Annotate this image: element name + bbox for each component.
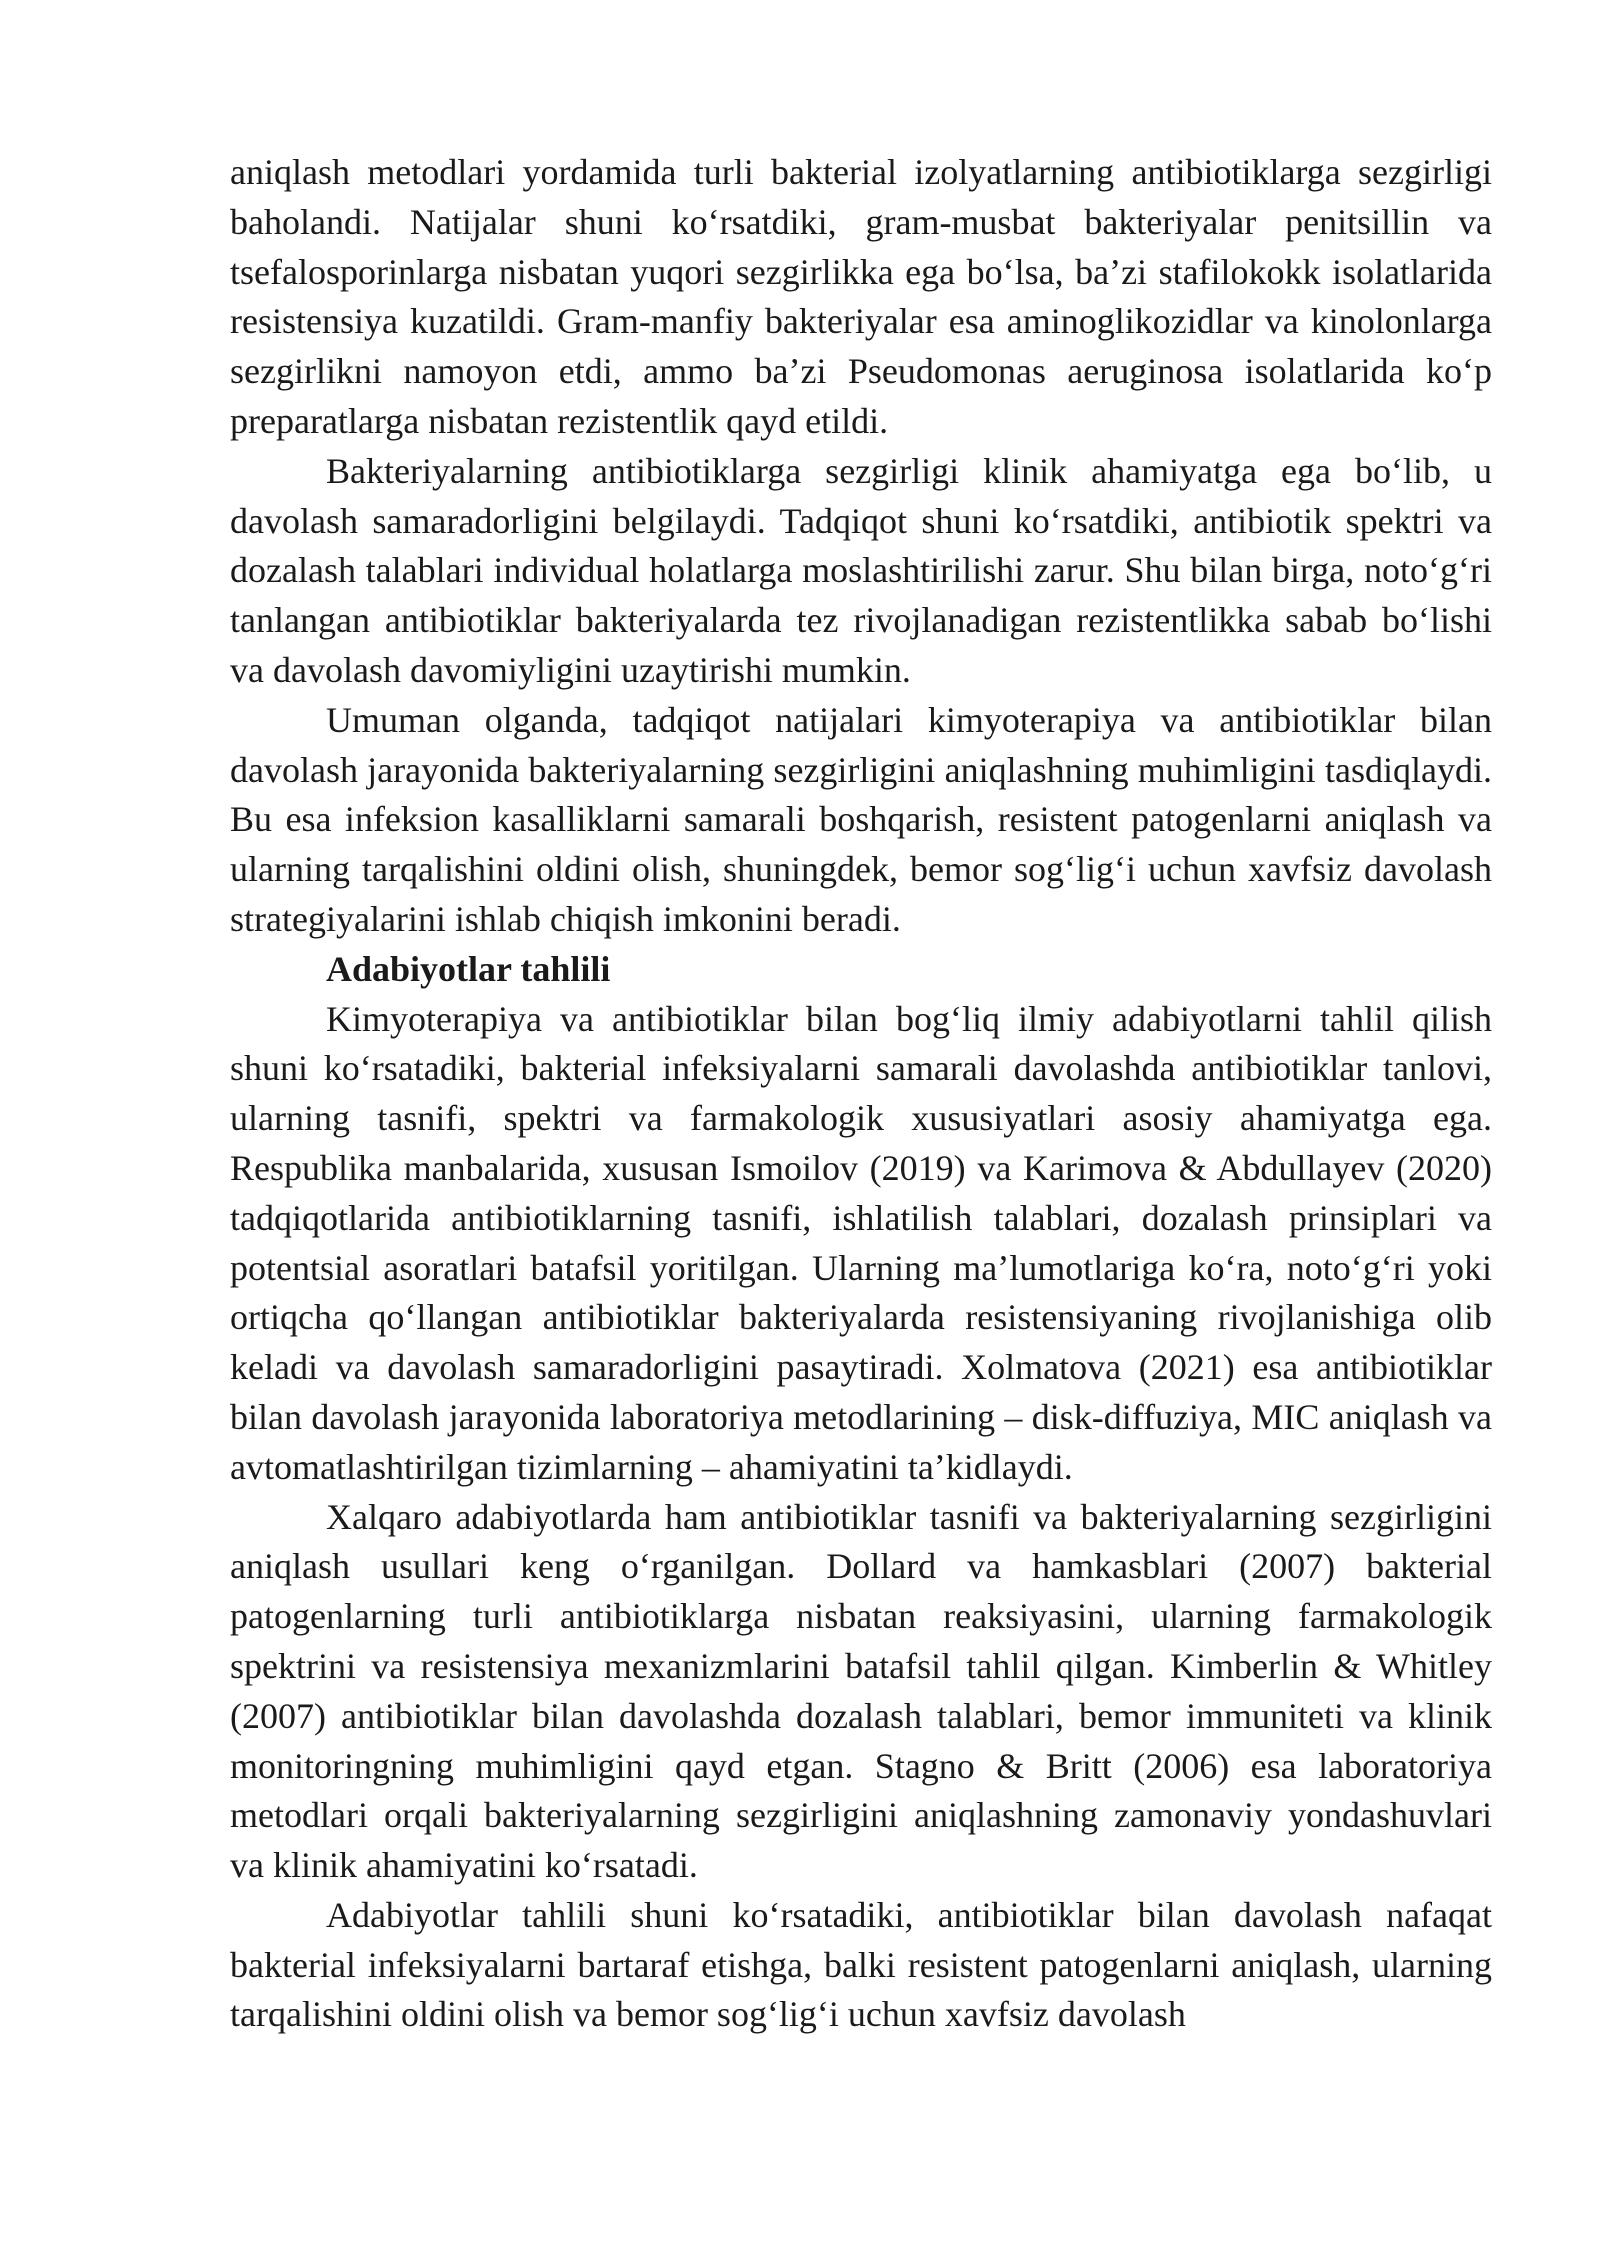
section-heading: Adabiyotlar tahlili bbox=[326, 948, 611, 989]
body-paragraph: Umuman olganda, tadqiqot natijalari kimyoterapiya va antibiotiklar bilan davolash jarayonida bakteriyalarning sezgirligini aniqlashning muhimligini tasdiqlaydi. Bu esa infeksion kasalliklarni samarali boshqarish, resistent patogenlarni aniqlash va ularning tarqalishini oldini olish, shuningdek, bemor sogʻligʻi uchun xavfsiz davolash strategiyalarini ishlab chiqish imkonini beradi. bbox=[230, 699, 1492, 939]
body-paragraph: Adabiyotlar tahlili shuni koʻrsatadiki, antibiotiklar bilan davolash nafaqat bakterial infeksiyalarni bartaraf etishga, balki resistent patogenlarni aniqlash, ularning tarqalishini oldini olish va bemor sogʻligʻi uchun xavfsiz davolash bbox=[230, 1894, 1492, 2035]
body-paragraph: aniqlash metodlari yordamida turli bakterial izolyatlarning antibiotiklarga sezgirligi baholandi. Natijalar shuni koʻrsatdiki, gram-musbat bakteriyalar penitsillin va tsefalosporinlarga nisbatan yuqori sezgirlikka ega boʻlsa, baʼzi stafilokokk isolatlarida resistensiya kuzatildi. Gram-manfiy bakteriyalar esa aminoglikozidlar va kinolonlarga sezgirlikni namoyon etdi, ammo baʼzi Pseudomonas aeruginosa isolatlarida koʻp preparatlarga nisbatan rezistentlik qayd etildi. bbox=[230, 152, 1492, 441]
document-page bbox=[230, 148, 1492, 2040]
body-paragraph: Bakteriyalarning antibiotiklarga sezgirligi klinik ahamiyatga ega boʻlib, u davolash samaradorligini belgilaydi. Tadqiqot shuni koʻrsatdiki, antibiotik spektri va dozalash talablari individual holatlarga moslashtirilishi zarur. Shu bilan birga, notoʻgʻri tanlangan antibiotiklar bakteriyalarda tez rivojlanadigan rezistentlikka sabab boʻlishi va davolash davomiyligini uzaytirishi mumkin. bbox=[230, 450, 1492, 690]
body-paragraph: Xalqaro adabiyotlarda ham antibiotiklar tasnifi va bakteriyalarning sezgirligini aniqlash usullari keng oʻrganilgan. Dollard va hamkasblari (2007) bakterial patogenlarning turli antibiotiklarga nisbatan reaksiyasini, ularning farmakologik spektrini va resistensiya mexanizmlarini batafsil tahlil qilgan. Kimberlin & Whitley (2007) antibiotiklar bilan davolashda dozalash talablari, bemor immuniteti va klinik monitoringning muhimligini qayd etgan. Stagno & Britt (2006) esa laboratoriya metodlari orqali bakteriyalarning sezgirligini aniqlashning zamonaviy yondashuvlari va klinik ahamiyatini koʻrsatadi. bbox=[230, 1496, 1492, 1886]
body-paragraph: Kimyoterapiya va antibiotiklar bilan bogʻliq ilmiy adabiyotlarni tahlil qilish shuni koʻrsatadiki, bakterial infeksiyalarni samarali davolashda antibiotiklar tanlovi, ularning tasnifi, spektri va farmakologik xususiyatlari asosiy ahamiyatga ega. Respublika manbalarida, xususan Ismoilov (2019) va Karimova & Abdullayev (2020) tadqiqotlarida antibiotiklarning tasnifi, ishlatilish talablari, dozalash prinsiplari va potentsial asoratlari batafsil yoritilgan. Ularning maʼlumotlariga koʻra, notoʻgʻri yoki ortiqcha qoʻllangan antibiotiklar bakteriyalarda resistensiyaning rivojlanishiga olib keladi va davolash samaradorligini pasaytiradi. Xolmatova (2021) esa antibiotiklar bilan davolash jarayonida laboratoriya metodlarining – disk-diffuziya, MIC aniqlash va avtomatlashtirilgan tizimlarning – ahamiyatini taʼkidlaydi. bbox=[230, 998, 1492, 1487]
